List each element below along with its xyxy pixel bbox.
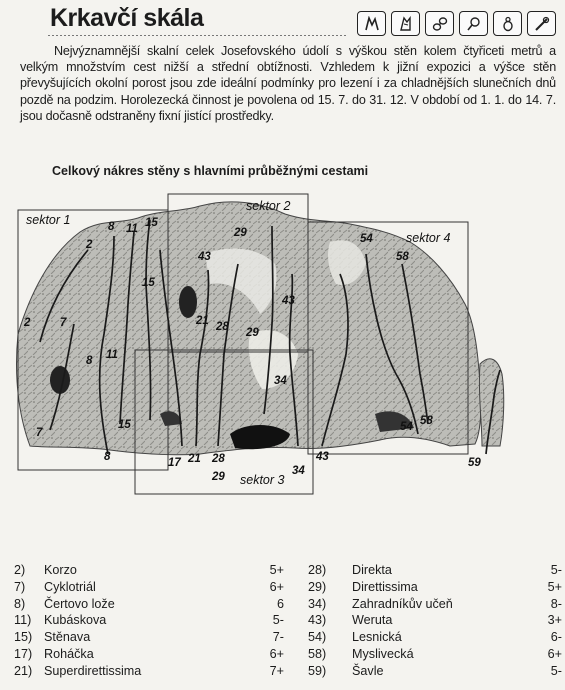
route-name: Direttissima — [352, 579, 418, 594]
route-row — [14, 663, 284, 680]
belay-device-icon — [493, 11, 522, 36]
route-grade: 5- — [550, 563, 562, 577]
route-name: Superdirettissima — [44, 663, 142, 678]
route-label: 8 — [108, 221, 115, 233]
route-row — [308, 646, 562, 663]
route-grade: 5- — [550, 663, 562, 678]
route-list-left — [14, 562, 284, 680]
route-number: 34) — [308, 596, 327, 611]
route-label: 34 — [292, 465, 305, 477]
route-grade: 6+ — [269, 646, 284, 661]
route-label: 11 — [126, 223, 138, 235]
route-label: 7 — [36, 427, 43, 439]
route-grade: 5- — [272, 613, 284, 628]
route-name: Weruta — [352, 613, 393, 628]
route-number: 58) — [308, 646, 327, 661]
route-label: 58 — [396, 251, 409, 263]
route-grade: 7- — [272, 630, 284, 645]
route-label: 11 — [106, 349, 118, 361]
route-label: 43 — [282, 295, 295, 307]
route-number: 15) — [14, 630, 33, 645]
route-grade: 5+ — [547, 579, 562, 594]
difficulty-icons — [357, 11, 556, 36]
route-grade: 6 — [276, 596, 284, 611]
route-row — [308, 612, 562, 629]
route-label: 17 — [168, 457, 181, 469]
route-row — [14, 629, 284, 646]
route-label: 43 — [198, 251, 211, 263]
route-row — [14, 646, 284, 663]
sector-2-label: sektor 2 — [246, 199, 291, 213]
route-label: 28 — [212, 453, 225, 465]
route-number: 21) — [14, 663, 33, 678]
route-number: 2) — [14, 563, 26, 577]
route-grade: 5+ — [269, 563, 284, 577]
route-number: 28) — [308, 563, 327, 577]
route-label: 34 — [274, 375, 287, 387]
route-row — [14, 612, 284, 629]
route-name: Lesnická — [352, 630, 402, 645]
route-grade: 6+ — [547, 646, 562, 661]
route-row — [308, 579, 562, 596]
route-label: 8 — [86, 355, 93, 367]
route-grade: 6- — [550, 630, 562, 645]
route-number: 43) — [308, 613, 327, 628]
route-label: 2 — [86, 239, 93, 251]
route-row — [308, 663, 562, 680]
route-row — [308, 562, 562, 579]
route-label: 54 — [360, 233, 373, 245]
climbing-hold-icon — [357, 11, 386, 36]
route-label: 59 — [468, 457, 481, 469]
route-grade: 8- — [550, 596, 562, 611]
route-label: 58 — [420, 415, 433, 427]
route-label: 43 — [316, 451, 329, 463]
route-name: Šavle — [352, 663, 384, 678]
route-number: 8) — [14, 596, 26, 611]
route-number: 7) — [14, 579, 26, 594]
intro-paragraph: Nejvýznamnější skalní celek Josefovského údolí s výškou stěn kolem čtyřiceti metrů a velkým množstvím cest nižší a střední obtížnosti. Vzhledem k jižní expozici a výšce stěn převyšujících okolní porost jsou zde ideální podmínky pro lezení i za chladnějších slunečních dnů pozdě na podzim. Horolezecká činnost je povolena od 15. 7. do 31. 12. V období od 1. 1. do 14. 7. jsou dočasně odstraněny fixní jistící prostředky. — [20, 44, 556, 123]
route-row — [308, 629, 562, 646]
route-label: 15 — [145, 217, 158, 229]
route-name: Čertovo lože — [44, 596, 115, 611]
route-row — [14, 562, 284, 579]
quickdraw-icon — [425, 11, 454, 36]
route-grade: 3+ — [547, 613, 562, 628]
wall-topo-diagram — [10, 184, 558, 504]
route-name: Korzo — [44, 563, 77, 577]
diagram-heading: Celkový nákres stěny s hlavními průběžnými cestami — [52, 164, 369, 178]
route-label: 15 — [118, 419, 131, 431]
route-row — [14, 596, 284, 613]
route-label: 29 — [234, 227, 247, 239]
route-label: 15 — [142, 277, 155, 289]
rock-face-icon — [391, 11, 420, 36]
route-number: 59) — [308, 663, 327, 678]
route-number: 54) — [308, 630, 327, 645]
sector-3-label: sektor 3 — [240, 473, 285, 487]
route-name: Myslivecká — [352, 646, 414, 661]
route-grade: 6+ — [269, 579, 284, 594]
piton-icon — [527, 11, 556, 36]
route-row — [308, 596, 562, 613]
route-label: 29 — [246, 327, 259, 339]
route-number: 11) — [14, 613, 32, 628]
route-label: 21 — [188, 453, 201, 465]
chalk-bag-icon — [459, 11, 488, 36]
route-label: 21 — [196, 315, 209, 327]
route-number: 29) — [308, 579, 327, 594]
route-name: Roháčka — [44, 646, 94, 661]
route-label: 7 — [60, 317, 67, 329]
route-number: 17) — [14, 646, 33, 661]
route-label: 54 — [400, 421, 413, 433]
sector-4-label: sektor 4 — [406, 231, 451, 245]
page-title: Krkavčí skála — [50, 4, 204, 32]
route-label: 28 — [216, 321, 229, 333]
route-name: Direkta — [352, 563, 392, 577]
route-label: 2 — [24, 317, 31, 329]
sector-1-label: sektor 1 — [26, 213, 71, 227]
route-label: 29 — [212, 471, 225, 483]
route-label: 8 — [104, 451, 111, 463]
route-name: Stěnava — [44, 630, 91, 645]
route-list-right — [308, 562, 562, 680]
route-row — [14, 579, 284, 596]
route-name: Cyklotriál — [44, 579, 96, 594]
title-divider — [48, 35, 348, 36]
route-name: Zahradníkův učeň — [352, 596, 453, 611]
route-grade: 7+ — [269, 663, 284, 678]
route-name: Kubáskova — [44, 613, 107, 628]
